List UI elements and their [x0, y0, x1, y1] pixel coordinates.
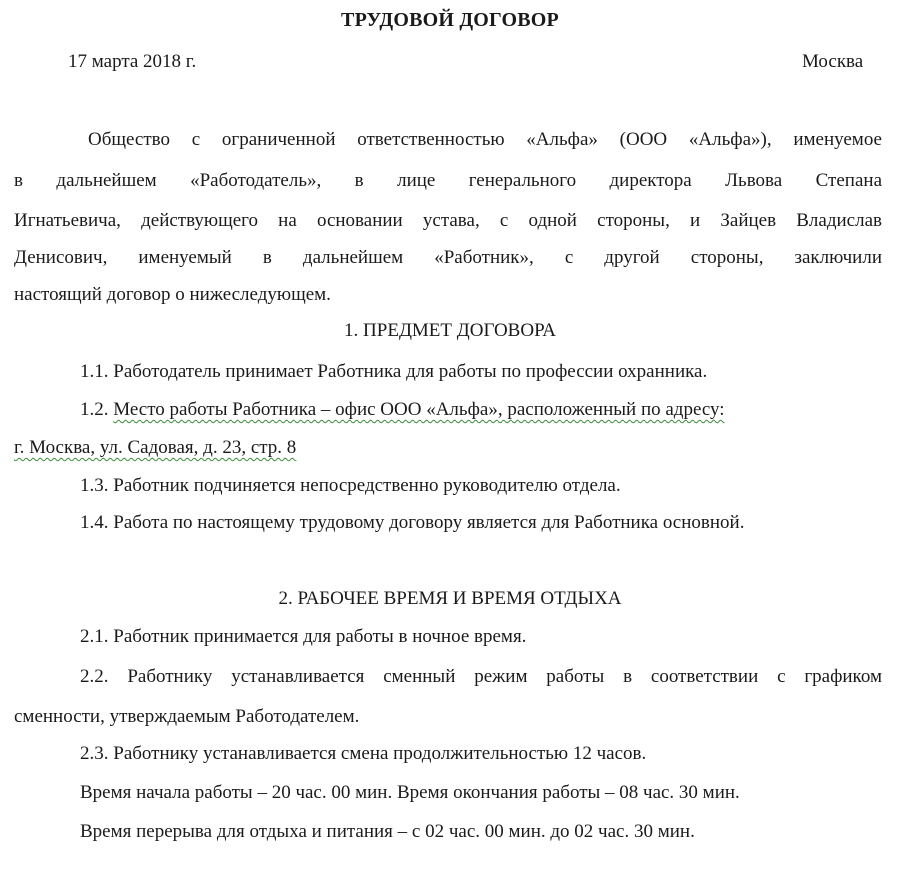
document-title: ТРУДОВОЙ ДОГОВОР	[341, 9, 559, 31]
clause-1-2-number: 1.2.	[80, 399, 114, 420]
clause-2-2-line-2: сменности, утверждаемым Работодателем.	[14, 706, 360, 727]
clause-1-2-address-line-2: г. Москва, ул. Садовая, д. 23, стр. 8	[14, 437, 297, 458]
clause-1-3: 1.3. Работник подчиняется непосредственно руководителю отдела.	[80, 475, 621, 496]
preamble-line-4: Денисович, именуемый в дальнейшем «Работник», с другой стороны, заключили	[14, 247, 882, 268]
clause-1-2	[80, 398, 725, 422]
clause-2-3: 2.3. Работнику устанавливается смена продолжительностью 12 часов.	[80, 743, 647, 764]
clause-2-2-line-1: 2.2. Работнику устанавливается сменный режим работы в соответствии с графиком	[80, 666, 882, 687]
clause-1-2-address-line-1: Место работы Работника – офис ООО «Альфа», расположенный по адресу:	[113, 399, 725, 420]
clause-2-1: 2.1. Работник принимается для работы в ночное время.	[80, 626, 527, 647]
preamble-line-1: Общество с ограниченной ответственностью «Альфа» (ООО «Альфа»), именуемое	[88, 129, 882, 150]
contract-date: 17 марта 2018 г.	[68, 51, 197, 72]
section-2-heading: 2. РАБОЧЕЕ ВРЕМЯ И ВРЕМЯ ОТДЫХА	[278, 588, 622, 609]
section-1-heading: 1. ПРЕДМЕТ ДОГОВОРА	[344, 320, 556, 341]
break-time: Время перерыва для отдыха и питания – с 02 час. 00 мин. до 02 час. 30 мин.	[80, 821, 695, 842]
preamble-line-5: настоящий договор о нижеследующем.	[14, 284, 331, 305]
work-start-end-time: Время начала работы – 20 час. 00 мин. Время окончания работы – 08 час. 30 мин.	[80, 782, 740, 803]
preamble-line-2: в дальнейшем «Работодатель», в лице генерального директора Львова Степана	[14, 170, 882, 191]
preamble-line-3: Игнатьевича, действующего на основании устава, с одной стороны, и Зайцев Владислав	[14, 210, 882, 231]
clause-1-1: 1.1. Работодатель принимает Работника для работы по профессии охранника.	[80, 361, 708, 382]
contract-city: Москва	[802, 51, 864, 72]
clause-1-4: 1.4. Работа по настоящему трудовому договору является для Работника основной.	[80, 512, 745, 533]
